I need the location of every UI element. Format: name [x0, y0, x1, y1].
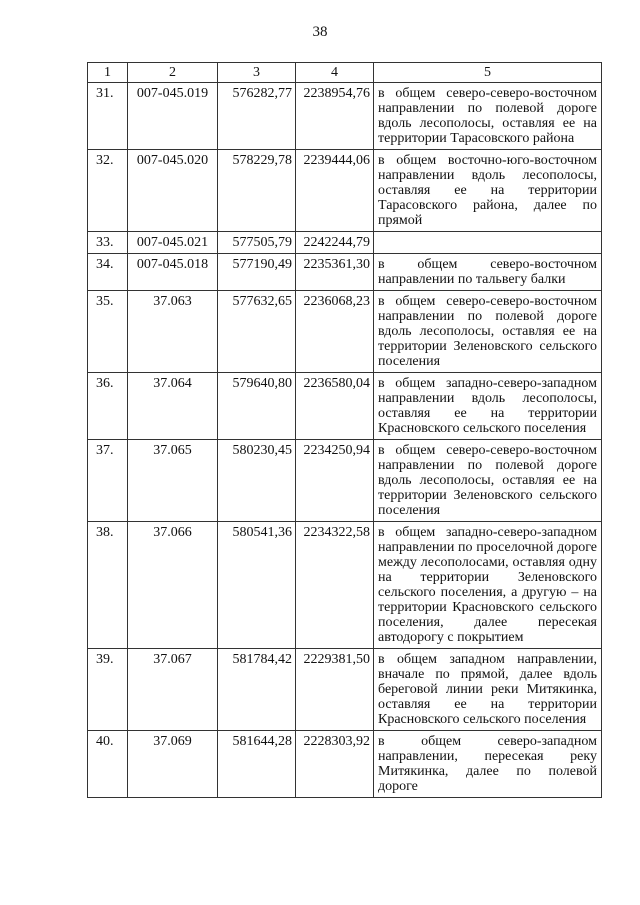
- row-number-cell: 38.: [88, 522, 128, 649]
- x-coordinate-cell: 577505,79: [218, 232, 296, 254]
- point-code-cell: 37.067: [128, 649, 218, 731]
- y-coordinate-cell: 2234322,58: [296, 522, 374, 649]
- description-cell: в общем восточно-юго-восточном направлении вдоль лесополосы, оставляя ее на территории Тарасовского района, далее по прямой: [374, 150, 602, 232]
- boundary-table: [87, 62, 602, 798]
- column-header: 4: [296, 63, 374, 83]
- y-coordinate-cell: 2242244,79: [296, 232, 374, 254]
- y-coordinate-cell: 2235361,30: [296, 254, 374, 291]
- description-cell: в общем западном направлении, вначале по прямой, далее вдоль береговой линии реки Митякинка, оставляя ее на территории Красновского сельского поселения: [374, 649, 602, 731]
- x-coordinate-cell: 577632,65: [218, 291, 296, 373]
- point-code-cell: 37.066: [128, 522, 218, 649]
- description-cell: в общем северо-северо-восточном направлении по полевой дороге вдоль лесополосы, оставляя ее на территории Тарасовского района: [374, 83, 602, 150]
- point-code-cell: 007-045.020: [128, 150, 218, 232]
- y-coordinate-cell: 2239444,06: [296, 150, 374, 232]
- x-coordinate-cell: 576282,77: [218, 83, 296, 150]
- description-cell: в общем северо-северо-восточном направлении по полевой дороге вдоль лесополосы, оставляя ее на территории Зеленовского сельского поселения: [374, 291, 602, 373]
- point-code-cell: 37.069: [128, 731, 218, 798]
- column-header: 1: [88, 63, 128, 83]
- x-coordinate-cell: 579640,80: [218, 373, 296, 440]
- column-header: 3: [218, 63, 296, 83]
- description-cell: в общем западно-северо-западном направлении по проселочной дороге между лесополосами, оставляя одну на территории Зеленовского сельского поселения, а другую – на территории Красновского сельского поселения, далее пересекая автодорогу с покрытием: [374, 522, 602, 649]
- row-number-cell: 34.: [88, 254, 128, 291]
- point-code-cell: 37.064: [128, 373, 218, 440]
- x-coordinate-cell: 578229,78: [218, 150, 296, 232]
- table-row: [88, 440, 602, 522]
- y-coordinate-cell: 2236580,04: [296, 373, 374, 440]
- x-coordinate-cell: 581644,28: [218, 731, 296, 798]
- x-coordinate-cell: 577190,49: [218, 254, 296, 291]
- description-cell: [374, 232, 602, 254]
- table-row: [88, 649, 602, 731]
- description-cell: в общем северо-западном направлении, пересекая реку Митякинка, далее по полевой дороге: [374, 731, 602, 798]
- table-row: [88, 83, 602, 150]
- point-code-cell: 007-045.021: [128, 232, 218, 254]
- y-coordinate-cell: 2229381,50: [296, 649, 374, 731]
- point-code-cell: 007-045.019: [128, 83, 218, 150]
- description-cell: в общем северо-восточном направлении по тальвегу балки: [374, 254, 602, 291]
- table-row: [88, 731, 602, 798]
- y-coordinate-cell: 2238954,76: [296, 83, 374, 150]
- row-number-cell: 35.: [88, 291, 128, 373]
- point-code-cell: 007-045.018: [128, 254, 218, 291]
- x-coordinate-cell: 580230,45: [218, 440, 296, 522]
- row-number-cell: 39.: [88, 649, 128, 731]
- table-row: [88, 522, 602, 649]
- y-coordinate-cell: 2228303,92: [296, 731, 374, 798]
- column-header: 5: [374, 63, 602, 83]
- row-number-cell: 33.: [88, 232, 128, 254]
- row-number-cell: 31.: [88, 83, 128, 150]
- row-number-cell: 32.: [88, 150, 128, 232]
- header-row: [88, 63, 602, 83]
- x-coordinate-cell: 580541,36: [218, 522, 296, 649]
- table-row: [88, 254, 602, 291]
- y-coordinate-cell: 2236068,23: [296, 291, 374, 373]
- row-number-cell: 36.: [88, 373, 128, 440]
- table-row: [88, 232, 602, 254]
- point-code-cell: 37.063: [128, 291, 218, 373]
- y-coordinate-cell: 2234250,94: [296, 440, 374, 522]
- point-code-cell: 37.065: [128, 440, 218, 522]
- x-coordinate-cell: 581784,42: [218, 649, 296, 731]
- description-cell: в общем северо-северо-восточном направлении по полевой дороге вдоль лесополосы, оставляя ее на территории Зеленовского сельского поселения: [374, 440, 602, 522]
- page-number: 38: [312, 24, 328, 40]
- table-row: [88, 373, 602, 440]
- column-header: 2: [128, 63, 218, 83]
- table-row: [88, 150, 602, 232]
- row-number-cell: 40.: [88, 731, 128, 798]
- row-number-cell: 37.: [88, 440, 128, 522]
- description-cell: в общем западно-северо-западном направлении вдоль лесополосы, оставляя ее на территории Красновского сельского поселения: [374, 373, 602, 440]
- table-row: [88, 291, 602, 373]
